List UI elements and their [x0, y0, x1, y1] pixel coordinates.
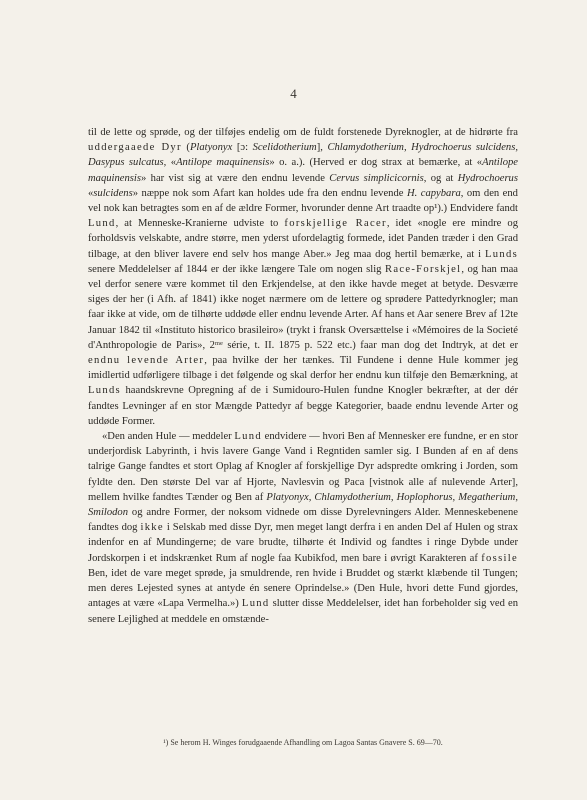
- spaced-run: fossile: [481, 552, 518, 564]
- text-run: ],: [316, 142, 328, 154]
- spaced-run: Lunds: [485, 248, 518, 260]
- text-run: [ɔ:: [232, 142, 253, 154]
- paragraph: [88, 429, 518, 627]
- text-run: , at Menneske-Kranierne udviste to: [115, 218, 285, 230]
- text-run: , og han maa vel derfor senere være kommet til den Erkjendelse, at den ikke havde meget at betyde. Desværre siges der her (i Afh. af 1841) ikke noget nærmere om de lettere og sprødere Pattedyrknogler; man faar ikke at vide, om de tilhørte uddøde eller endnu levende Arter. Af hans et Aar senere Brev af 12te Januar 1842 til «Instituto historico brasileiro» (trykt i fransk Oversættelse i «Mémoires de la Societé d'Anthropologie de Paris», 2ᵐᵉ série, t. II. 1875 p. 522 etc.) faar man dog det Indtryk, at det er: [88, 263, 518, 351]
- text-run: » har vist sig at være den endnu levende: [140, 172, 330, 184]
- text-run: , paa hvilke der her tænkes. Til Fundene i denne Hule kommer jeg imidlertid udførligere tilbage i det følgende og skal derfor her endnu kun tilføje den Bemærkning, at: [88, 355, 519, 382]
- spaced-run: Lund: [241, 598, 270, 610]
- italic-run: Platyonyx: [189, 142, 233, 154]
- text-run: , om den end vel nok kan betragtes som en af de ældre Former, hvorunder denne Art traadte op¹).) Endvidere fandt: [88, 187, 518, 215]
- italic-run: Scelidotherium: [252, 142, 317, 154]
- text-run: og andre Former, der noksom vidnede om disse Dyrelevningers Alder. Menneskebenene fandtes dog: [88, 507, 518, 534]
- italic-run: Hydrochoerus: [457, 172, 518, 184]
- italic-run: sulcidens: [93, 187, 133, 199]
- spaced-run: uddergaaede Dyr: [88, 142, 182, 154]
- text-run: «: [166, 157, 177, 169]
- italic-run: Chlamydotherium, Hydrochoerus sulcidens, Dasypus sulcatus,: [88, 142, 518, 169]
- text-run: til de lette og sprøde, og der tilføjes endelig om de fuldt forstenede Dyreknogler, at de hidrørte fra: [88, 127, 518, 138]
- text-run: haandskrevne Opregning af de i Sumidouro-Hulen fundne Knogler bekræfter, at der dér fandtes Levninger af en stor Mængde Pattedyr af begge Kategorier, baade endnu levende Arter og uddøde Former.: [88, 385, 518, 427]
- italic-run: Antilope maquinensis: [88, 157, 518, 184]
- spaced-run: Lunds: [88, 385, 121, 397]
- text-run: , idet «nogle ere mindre og forholdsvis velskabte, andre større, men yderst ufordelagtig formede, idet Panden træder i den Grad tilbage, at den bliver lavere end selv hos mange Aber.» Jeg maa dog hertil bemærke, at i: [88, 218, 518, 260]
- spaced-run: forskjellige Racer: [284, 218, 387, 230]
- italic-run: Platyonyx, Chlamydotherium, Hoplophorus, Megatherium, Smilodon: [88, 491, 518, 519]
- text-run: (: [181, 142, 190, 154]
- spaced-run: Lund: [234, 431, 262, 443]
- page-number: 4: [290, 86, 297, 101]
- italic-run: H. capybara: [406, 187, 461, 199]
- spaced-run: Lund: [88, 218, 116, 230]
- spaced-run: ikke: [140, 522, 164, 534]
- text-run: » o. a.). (Herved er dog strax at bemærke, at «: [269, 157, 483, 169]
- text-run: slutter disse Meddelelser, idet han forbeholder sig ved en senere Lejlighed at meddele en omstænde-: [88, 598, 519, 625]
- paragraph: [88, 125, 518, 429]
- spaced-run: endnu levende Arter: [88, 355, 205, 367]
- text-run: endvidere — hvori Ben af Mennesker ere fundne, er en stor underjordisk Labyrinth, i hvis lavere Gange Vand i Regntiden samler sig. I Bunden af en af dens talrige Gange fandtes et stort Oplag af Knogler af forskjellige Dyr adspredte omkring i Jorden, som fyldte den. Den største Del var af Hjorte, Navlesvin og Paca [vistnok alle af nulevende Arter], mellem hvilke fandtes Tænder og Ben af: [88, 431, 518, 503]
- text-run: , og at: [423, 172, 458, 184]
- text-run: «: [88, 187, 94, 199]
- text-run: Ben, idet de vare meget sprøde, ja smuldrende, ren hvide i Bruddet og stærkt klæbende til Tungen; men deres Lejested synes at antyde én senere Oprindelse.» (Den Hule, hvori dette Fund gjordes, antages at være «Lapa Vermelha.»): [88, 567, 518, 610]
- spaced-run: Race-Forskjel: [384, 263, 462, 275]
- italic-run: Antilope maquinensis: [176, 157, 270, 169]
- text-run: senere Meddelelser af 1844 er der ikke længere Tale om nogen slig: [88, 263, 385, 275]
- italic-run: Cervus simplicicornis: [329, 172, 424, 184]
- text-run: i Selskab med disse Dyr, men meget langt derfra i en anden Del af Hulen og strax indenfor en af Mundingerne; de vare brudte, tilhørte ét Individ og fandtes i ringe Dybde under Jordskorpen i et indskrænket Rum af nogle faa Kubikfod, men bare i øvrigt Karakteren af: [88, 522, 519, 564]
- text-run: » næppe nok som Afart kan holdes ude fra den endnu levende: [132, 187, 407, 199]
- footnote: ¹) Se herom H. Winges forudgaaende Afhandling om Lagoa Santas Gnavere S. 69—70.: [163, 738, 443, 747]
- body-text: [88, 125, 518, 627]
- text-run: «Den anden Hule — meddeler: [102, 431, 235, 443]
